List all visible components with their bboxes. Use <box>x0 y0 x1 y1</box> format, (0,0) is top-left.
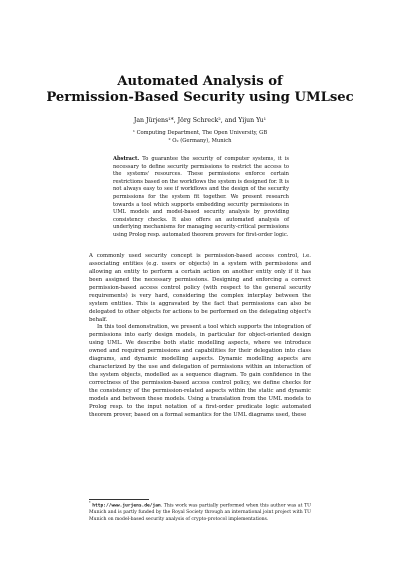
title-line-2: Permission-Based Security using UMLsec <box>46 90 354 105</box>
footnote-divider <box>89 499 149 500</box>
footnote-marker: * <box>89 501 91 505</box>
footnote-url-link[interactable]: http://www.jurjens.de/jan <box>92 503 161 509</box>
author-list: Jan Jürjens¹*, Jörg Schreck², and Yijun Yu¹ <box>133 117 267 124</box>
affiliation-list <box>0 130 400 145</box>
paper-title <box>0 74 400 106</box>
affiliation-1: ¹ Computing Department, The Open University, GB <box>132 130 268 136</box>
footnote <box>89 503 311 523</box>
body-paragraph-1: A commonly used security concept is permission-based access control, i.e. associating entities (e.g. users or objects) in a system with permissions and allowing an entity to perform a certain action on another entity only if it has been assigned the necessary permissions. Designing and enforcing a correct permission-based access control policy (with respect to the general security requirements) is very hard, considering the complex interplay between the system entities. This is aggravated by the fact that permissions can also be delegated to other objects for actions to be performed on the delegating object's behalf. <box>89 253 311 323</box>
footnote-text: . This work was partially performed when this author was at TU Munich and is partly funded by the Royal Society through an international joint project with TU Munich on model-based security analysis of crypto-protocol implementations. <box>89 503 312 522</box>
abstract <box>113 156 289 240</box>
abstract-text: To guarantee the security of computer systems, it is necessary to define security permissions to restrict the access to the systems' resources. These permissions enforce certain restrictions based on the workflows the system is designed for. It is not always easy to see if workflows and the design of the security permissions for the system fit together. We present research towards a tool which supports embedding security permissions in UML models and model-based security analysis by providing consistency checks. It also offers an automated analysis of underlying mechanisms for managing security-critical permissions using Prolog resp. automated theorem provers for first-order logic. <box>113 156 290 238</box>
body-text <box>89 253 311 420</box>
affiliation-2: ² O₂ (Germany), Munich <box>168 137 232 144</box>
body-paragraph-2: In this tool demonstration, we present a tool which supports the integration of permissions into early design models, in particular for object-oriented design using UML. We describe both static modelling aspects, where we introduce owned and required permissions and capabilities for their delegation into class diagrams, and dynamic modelling aspects. Dynamic modelling aspects are characterized by the use and delegation of permissions within an interaction of the system objects, modelled as a sequence diagram. To gain confidence in the correctness of the permission-based access control policy, we define checks for the consistency of the permission-related aspects within the static and dynamic models and between these models. Using a translation from the UML models to Prolog resp. to the input notation of a first-order predicate logic automated theorem prover, based on a formal semantics for the UML diagrams used, these <box>89 324 311 418</box>
title-line-1: Automated Analysis of <box>117 74 283 89</box>
abstract-label: Abstract. <box>113 156 140 162</box>
